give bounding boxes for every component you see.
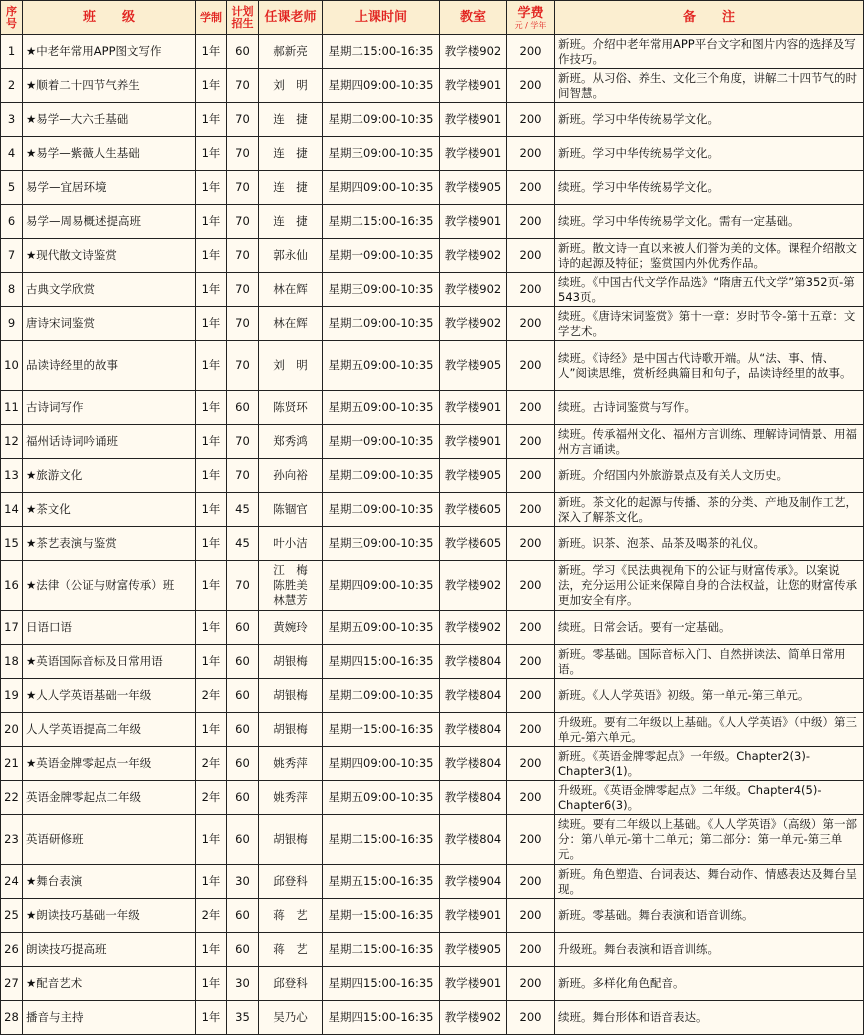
table-row <box>1 205 864 239</box>
row-fee: 200 <box>507 171 555 205</box>
row-years: 1年 <box>196 239 227 273</box>
row-note: 续班。日常会话。要有一定基础。 <box>555 611 864 645</box>
table-row <box>1 493 864 527</box>
row-room: 教学楼905 <box>440 459 507 493</box>
row-room: 教学楼901 <box>440 205 507 239</box>
row-plan: 70 <box>227 273 259 307</box>
row-plan: 70 <box>227 425 259 459</box>
row-time: 星期四15:00-16:35 <box>323 645 440 679</box>
row-plan: 70 <box>227 137 259 171</box>
row-years: 1年 <box>196 205 227 239</box>
row-no: 3 <box>1 103 23 137</box>
row-teacher: 姚秀萍 <box>259 781 323 815</box>
row-class-name: 品读诗经里的故事 <box>23 341 196 391</box>
row-class-name: ★茶艺表演与鉴赏 <box>23 527 196 561</box>
row-time: 星期二09:00-10:35 <box>323 103 440 137</box>
row-plan: 60 <box>227 611 259 645</box>
row-years: 1年 <box>196 391 227 425</box>
row-time: 星期二09:00-10:35 <box>323 307 440 341</box>
row-room: 教学楼901 <box>440 391 507 425</box>
row-no: 19 <box>1 679 23 713</box>
row-class-name: 唐诗宋词鉴赏 <box>23 307 196 341</box>
row-fee: 200 <box>507 205 555 239</box>
row-years: 1年 <box>196 69 227 103</box>
row-fee: 200 <box>507 815 555 865</box>
table-row <box>1 239 864 273</box>
row-note: 新班。识茶、泡茶、品茶及喝茶的礼仪。 <box>555 527 864 561</box>
header-plan: 计划招生 <box>227 1 259 35</box>
row-fee: 200 <box>507 899 555 933</box>
row-class-name: ★法律（公证与财富传承）班 <box>23 561 196 611</box>
row-plan: 70 <box>227 561 259 611</box>
header-fee-unit: 元 / 学年 <box>514 20 547 30</box>
row-note: 升级班。要有二年级以上基础。《人人学英语》（中级）第三单元-第六单元。 <box>555 713 864 747</box>
row-class-name: 英语金牌零起点二年级 <box>23 781 196 815</box>
row-no: 1 <box>1 35 23 69</box>
row-room: 教学楼905 <box>440 171 507 205</box>
row-room: 教学楼902 <box>440 35 507 69</box>
row-room: 教学楼804 <box>440 781 507 815</box>
row-years: 2年 <box>196 679 227 713</box>
row-time: 星期四09:00-10:35 <box>323 171 440 205</box>
table-row <box>1 865 864 899</box>
row-time: 星期四15:00-16:35 <box>323 1001 440 1035</box>
header-fee-label: 学费 <box>517 5 544 21</box>
table-row <box>1 747 864 781</box>
row-no: 22 <box>1 781 23 815</box>
row-teacher: 林在辉 <box>259 273 323 307</box>
row-note: 新班。多样化角色配音。 <box>555 967 864 1001</box>
row-teacher: 蒋 艺 <box>259 899 323 933</box>
row-room: 教学楼905 <box>440 933 507 967</box>
header-row <box>1 1 864 35</box>
row-note: 续班。传承福州文化、福州方言训练、理解诗词情景、用福州方言诵读。 <box>555 425 864 459</box>
header-years: 学制 <box>196 1 227 35</box>
row-years: 1年 <box>196 527 227 561</box>
row-no: 5 <box>1 171 23 205</box>
row-note: 新班。学习《民法典视角下的公证与财富传承》。以案说法，充分运用公证来保障自身的合法权益，让您的财富传承更加安全有序。 <box>555 561 864 611</box>
row-time: 星期二15:00-16:35 <box>323 933 440 967</box>
row-time: 星期二15:00-16:35 <box>323 815 440 865</box>
row-years: 1年 <box>196 103 227 137</box>
row-no: 8 <box>1 273 23 307</box>
table-row <box>1 341 864 391</box>
row-plan: 60 <box>227 713 259 747</box>
row-fee: 200 <box>507 35 555 69</box>
row-fee: 200 <box>507 425 555 459</box>
row-time: 星期四15:00-16:35 <box>323 967 440 1001</box>
row-fee: 200 <box>507 103 555 137</box>
row-fee: 200 <box>507 273 555 307</box>
row-plan: 60 <box>227 391 259 425</box>
row-no: 17 <box>1 611 23 645</box>
row-years: 1年 <box>196 815 227 865</box>
row-teacher: 刘 明 <box>259 69 323 103</box>
row-teacher: 邱登科 <box>259 865 323 899</box>
table-row <box>1 645 864 679</box>
row-room: 教学楼605 <box>440 527 507 561</box>
row-class-name: 人人学英语提高二年级 <box>23 713 196 747</box>
row-plan: 60 <box>227 679 259 713</box>
row-class-name: ★旅游文化 <box>23 459 196 493</box>
row-no: 24 <box>1 865 23 899</box>
row-time: 星期一09:00-10:35 <box>323 425 440 459</box>
row-no: 11 <box>1 391 23 425</box>
row-plan: 45 <box>227 527 259 561</box>
row-class-name: ★人人学英语基础一年级 <box>23 679 196 713</box>
row-no: 20 <box>1 713 23 747</box>
row-time: 星期五09:00-10:35 <box>323 611 440 645</box>
row-class-name: 易学—周易概述提高班 <box>23 205 196 239</box>
row-class-name: 福州话诗词吟诵班 <box>23 425 196 459</box>
row-fee: 200 <box>507 341 555 391</box>
row-teacher: 连 捷 <box>259 205 323 239</box>
row-time: 星期二15:00-16:35 <box>323 205 440 239</box>
row-fee: 200 <box>507 561 555 611</box>
row-teacher: 连 捷 <box>259 171 323 205</box>
row-no: 27 <box>1 967 23 1001</box>
row-fee: 200 <box>507 527 555 561</box>
row-teacher: 郑秀鸿 <box>259 425 323 459</box>
row-years: 2年 <box>196 747 227 781</box>
row-time: 星期四09:00-10:35 <box>323 561 440 611</box>
table-row <box>1 611 864 645</box>
row-class-name: ★中老年常用APP图文写作 <box>23 35 196 69</box>
row-no: 18 <box>1 645 23 679</box>
row-plan: 35 <box>227 1001 259 1035</box>
row-teacher: 胡银梅 <box>259 713 323 747</box>
row-class-name: ★英语国际音标及日常用语 <box>23 645 196 679</box>
row-years: 2年 <box>196 899 227 933</box>
row-plan: 60 <box>227 645 259 679</box>
row-room: 教学楼901 <box>440 69 507 103</box>
row-years: 1年 <box>196 425 227 459</box>
row-room: 教学楼901 <box>440 899 507 933</box>
row-note: 升级班。《英语金牌零起点》二年级。Chapter4(5)-Chapter6(3)。 <box>555 781 864 815</box>
header-note: 备 注 <box>555 1 864 35</box>
row-teacher: 江 梅 陈胜美 林慧芳 <box>259 561 323 611</box>
row-plan: 60 <box>227 35 259 69</box>
row-no: 2 <box>1 69 23 103</box>
row-room: 教学楼605 <box>440 493 507 527</box>
row-fee: 200 <box>507 967 555 1001</box>
row-fee: 200 <box>507 611 555 645</box>
row-room: 教学楼901 <box>440 103 507 137</box>
row-class-name: 易学—宜居环境 <box>23 171 196 205</box>
table-row <box>1 307 864 341</box>
header-class: 班 级 <box>23 1 196 35</box>
row-room: 教学楼901 <box>440 425 507 459</box>
header-no: 序号 <box>1 1 23 35</box>
row-room: 教学楼902 <box>440 239 507 273</box>
row-no: 9 <box>1 307 23 341</box>
table-row <box>1 933 864 967</box>
row-class-name: ★顺着二十四节气养生 <box>23 69 196 103</box>
row-plan: 70 <box>227 307 259 341</box>
row-fee: 200 <box>507 69 555 103</box>
row-plan: 70 <box>227 459 259 493</box>
row-note: 新班。学习中华传统易学文化。 <box>555 103 864 137</box>
row-no: 12 <box>1 425 23 459</box>
row-note: 续班。古诗词鉴赏与写作。 <box>555 391 864 425</box>
row-class-name: ★现代散文诗鉴赏 <box>23 239 196 273</box>
row-teacher: 刘 明 <box>259 341 323 391</box>
row-note: 新班。茶文化的起源与传播、茶的分类、产地及制作工艺，深入了解茶文化。 <box>555 493 864 527</box>
row-no: 4 <box>1 137 23 171</box>
row-room: 教学楼902 <box>440 611 507 645</box>
row-plan: 60 <box>227 781 259 815</box>
row-room: 教学楼905 <box>440 341 507 391</box>
row-room: 教学楼902 <box>440 1001 507 1035</box>
row-years: 1年 <box>196 137 227 171</box>
row-plan: 60 <box>227 899 259 933</box>
row-time: 星期四09:00-10:35 <box>323 69 440 103</box>
header-room: 教室 <box>440 1 507 35</box>
row-no: 14 <box>1 493 23 527</box>
row-time: 星期三09:00-10:35 <box>323 273 440 307</box>
row-plan: 70 <box>227 69 259 103</box>
row-note: 新班。零基础。舞台表演和语音训练。 <box>555 899 864 933</box>
row-note: 续班。舞台形体和语音表达。 <box>555 1001 864 1035</box>
row-fee: 200 <box>507 1001 555 1035</box>
row-note: 续班。《唐诗宋词鉴赏》第十一章：岁时节令-第十五章：文学艺术。 <box>555 307 864 341</box>
row-class-name: 朗读技巧提高班 <box>23 933 196 967</box>
row-no: 21 <box>1 747 23 781</box>
row-class-name: 日语口语 <box>23 611 196 645</box>
table-row <box>1 713 864 747</box>
row-class-name: ★易学—大六壬基础 <box>23 103 196 137</box>
row-teacher: 郝新亮 <box>259 35 323 69</box>
row-class-name: 古诗词写作 <box>23 391 196 425</box>
row-time: 星期一15:00-16:35 <box>323 899 440 933</box>
table-row <box>1 69 864 103</box>
row-years: 1年 <box>196 493 227 527</box>
table-row <box>1 459 864 493</box>
header-fee <box>507 1 555 35</box>
row-room: 教学楼804 <box>440 679 507 713</box>
row-fee: 200 <box>507 645 555 679</box>
header-time: 上课时间 <box>323 1 440 35</box>
row-plan: 70 <box>227 341 259 391</box>
row-room: 教学楼804 <box>440 815 507 865</box>
row-years: 1年 <box>196 933 227 967</box>
row-teacher: 黄婉玲 <box>259 611 323 645</box>
table-row <box>1 35 864 69</box>
row-room: 教学楼902 <box>440 307 507 341</box>
row-time: 星期二09:00-10:35 <box>323 459 440 493</box>
table-row <box>1 103 864 137</box>
header-teacher: 任课老师 <box>259 1 323 35</box>
row-plan: 70 <box>227 103 259 137</box>
row-class-name: 古典文学欣赏 <box>23 273 196 307</box>
row-time: 星期一15:00-16:35 <box>323 713 440 747</box>
row-time: 星期一09:00-10:35 <box>323 239 440 273</box>
row-years: 1年 <box>196 645 227 679</box>
row-note: 新班。散文诗一直以来被人们誉为美的文体。课程介绍散文诗的起源及特征；鉴赏国内外优秀作品。 <box>555 239 864 273</box>
row-class-name: ★茶文化 <box>23 493 196 527</box>
row-class-name: ★舞台表演 <box>23 865 196 899</box>
row-years: 1年 <box>196 307 227 341</box>
row-teacher: 林在辉 <box>259 307 323 341</box>
row-no: 23 <box>1 815 23 865</box>
row-fee: 200 <box>507 459 555 493</box>
row-class-name: 英语研修班 <box>23 815 196 865</box>
row-no: 15 <box>1 527 23 561</box>
row-teacher: 叶小洁 <box>259 527 323 561</box>
row-plan: 70 <box>227 239 259 273</box>
table-row <box>1 137 864 171</box>
row-note: 新班。介绍中老年常用APP平台文字和图片内容的选择及写作技巧。 <box>555 35 864 69</box>
row-class-name: 播音与主持 <box>23 1001 196 1035</box>
row-teacher: 胡银梅 <box>259 645 323 679</box>
table-row <box>1 781 864 815</box>
row-note: 新班。角色塑造、台词表达、舞台动作、情感表达及舞台呈现。 <box>555 865 864 899</box>
table-row <box>1 899 864 933</box>
row-years: 1年 <box>196 459 227 493</box>
row-teacher: 孙向裕 <box>259 459 323 493</box>
row-fee: 200 <box>507 781 555 815</box>
row-fee: 200 <box>507 493 555 527</box>
row-note: 新班。从习俗、养生、文化三个角度，讲解二十四节气的时间智慧。 <box>555 69 864 103</box>
row-years: 1年 <box>196 967 227 1001</box>
row-note: 续班。学习中华传统易学文化。 <box>555 171 864 205</box>
row-note: 升级班。舞台表演和语音训练。 <box>555 933 864 967</box>
row-room: 教学楼902 <box>440 273 507 307</box>
row-no: 6 <box>1 205 23 239</box>
row-time: 星期五09:00-10:35 <box>323 341 440 391</box>
row-fee: 200 <box>507 391 555 425</box>
row-fee: 200 <box>507 865 555 899</box>
row-teacher: 连 捷 <box>259 137 323 171</box>
row-teacher: 胡银梅 <box>259 815 323 865</box>
row-fee: 200 <box>507 679 555 713</box>
row-class-name: ★易学—紫薇人生基础 <box>23 137 196 171</box>
table-row <box>1 815 864 865</box>
row-fee: 200 <box>507 307 555 341</box>
row-class-name: ★英语金牌零起点一年级 <box>23 747 196 781</box>
row-teacher: 陈锢官 <box>259 493 323 527</box>
row-plan: 60 <box>227 815 259 865</box>
row-class-name: ★配音艺术 <box>23 967 196 1001</box>
row-years: 1年 <box>196 713 227 747</box>
row-time: 星期四09:00-10:35 <box>323 747 440 781</box>
table-row <box>1 561 864 611</box>
row-time: 星期五09:00-10:35 <box>323 781 440 815</box>
row-teacher: 姚秀萍 <box>259 747 323 781</box>
table-body <box>1 35 864 1035</box>
row-years: 1年 <box>196 171 227 205</box>
row-plan: 30 <box>227 865 259 899</box>
row-room: 教学楼804 <box>440 713 507 747</box>
row-years: 1年 <box>196 611 227 645</box>
row-room: 教学楼902 <box>440 561 507 611</box>
row-teacher: 陈贤环 <box>259 391 323 425</box>
table-row <box>1 967 864 1001</box>
row-time: 星期三09:00-10:35 <box>323 527 440 561</box>
row-years: 1年 <box>196 865 227 899</box>
row-class-name: ★朗读技巧基础一年级 <box>23 899 196 933</box>
row-time: 星期二09:00-10:35 <box>323 679 440 713</box>
row-fee: 200 <box>507 137 555 171</box>
row-years: 1年 <box>196 35 227 69</box>
row-plan: 60 <box>227 747 259 781</box>
row-fee: 200 <box>507 239 555 273</box>
row-teacher: 吴乃心 <box>259 1001 323 1035</box>
row-no: 25 <box>1 899 23 933</box>
row-note: 新班。零基础。国际音标入门、自然拼读法、简单日常用语。 <box>555 645 864 679</box>
table-row <box>1 425 864 459</box>
row-teacher: 连 捷 <box>259 103 323 137</box>
row-no: 13 <box>1 459 23 493</box>
table-row <box>1 391 864 425</box>
row-years: 1年 <box>196 341 227 391</box>
row-room: 教学楼901 <box>440 137 507 171</box>
row-plan: 70 <box>227 205 259 239</box>
table-row <box>1 1001 864 1035</box>
table-row <box>1 527 864 561</box>
row-years: 1年 <box>196 273 227 307</box>
row-plan: 45 <box>227 493 259 527</box>
row-note: 续班。学习中华传统易学文化。需有一定基础。 <box>555 205 864 239</box>
row-fee: 200 <box>507 713 555 747</box>
row-plan: 70 <box>227 171 259 205</box>
row-time: 星期五15:00-16:35 <box>323 865 440 899</box>
row-years: 1年 <box>196 561 227 611</box>
table-row <box>1 273 864 307</box>
row-years: 2年 <box>196 781 227 815</box>
row-time: 星期二09:00-10:35 <box>323 493 440 527</box>
row-teacher: 郭永仙 <box>259 239 323 273</box>
row-note: 新班。《人人学英语》初级。第一单元-第三单元。 <box>555 679 864 713</box>
row-note: 续班。《中国古代文学作品选》“隋唐五代文学”第352页-第543页。 <box>555 273 864 307</box>
row-teacher: 胡银梅 <box>259 679 323 713</box>
row-note: 续班。《诗经》是中国古代诗歌开端。从“法、事、情、人”阅读思维，赏析经典篇目和句子，品读诗经里的故事。 <box>555 341 864 391</box>
row-time: 星期五09:00-10:35 <box>323 391 440 425</box>
row-fee: 200 <box>507 747 555 781</box>
row-time: 星期二15:00-16:35 <box>323 35 440 69</box>
row-time: 星期三09:00-10:35 <box>323 137 440 171</box>
row-note: 续班。要有二年级以上基础。《人人学英语》（高级）第一部分：第八单元-第十二单元；第二部分：第一单元-第三单元。 <box>555 815 864 865</box>
row-no: 16 <box>1 561 23 611</box>
row-no: 10 <box>1 341 23 391</box>
row-teacher: 蒋 艺 <box>259 933 323 967</box>
table-row <box>1 171 864 205</box>
row-room: 教学楼804 <box>440 645 507 679</box>
row-no: 26 <box>1 933 23 967</box>
row-room: 教学楼904 <box>440 865 507 899</box>
row-room: 教学楼804 <box>440 747 507 781</box>
row-years: 1年 <box>196 1001 227 1035</box>
row-note: 新班。学习中华传统易学文化。 <box>555 137 864 171</box>
row-fee: 200 <box>507 933 555 967</box>
row-room: 教学楼901 <box>440 967 507 1001</box>
row-plan: 30 <box>227 967 259 1001</box>
row-plan: 60 <box>227 933 259 967</box>
row-note: 新班。介绍国内外旅游景点及有关人文历史。 <box>555 459 864 493</box>
row-no: 7 <box>1 239 23 273</box>
row-teacher: 邱登科 <box>259 967 323 1001</box>
table-row <box>1 679 864 713</box>
row-no: 28 <box>1 1001 23 1035</box>
row-note: 新班。《英语金牌零起点》一年级。Chapter2(3)-Chapter3(1)。 <box>555 747 864 781</box>
